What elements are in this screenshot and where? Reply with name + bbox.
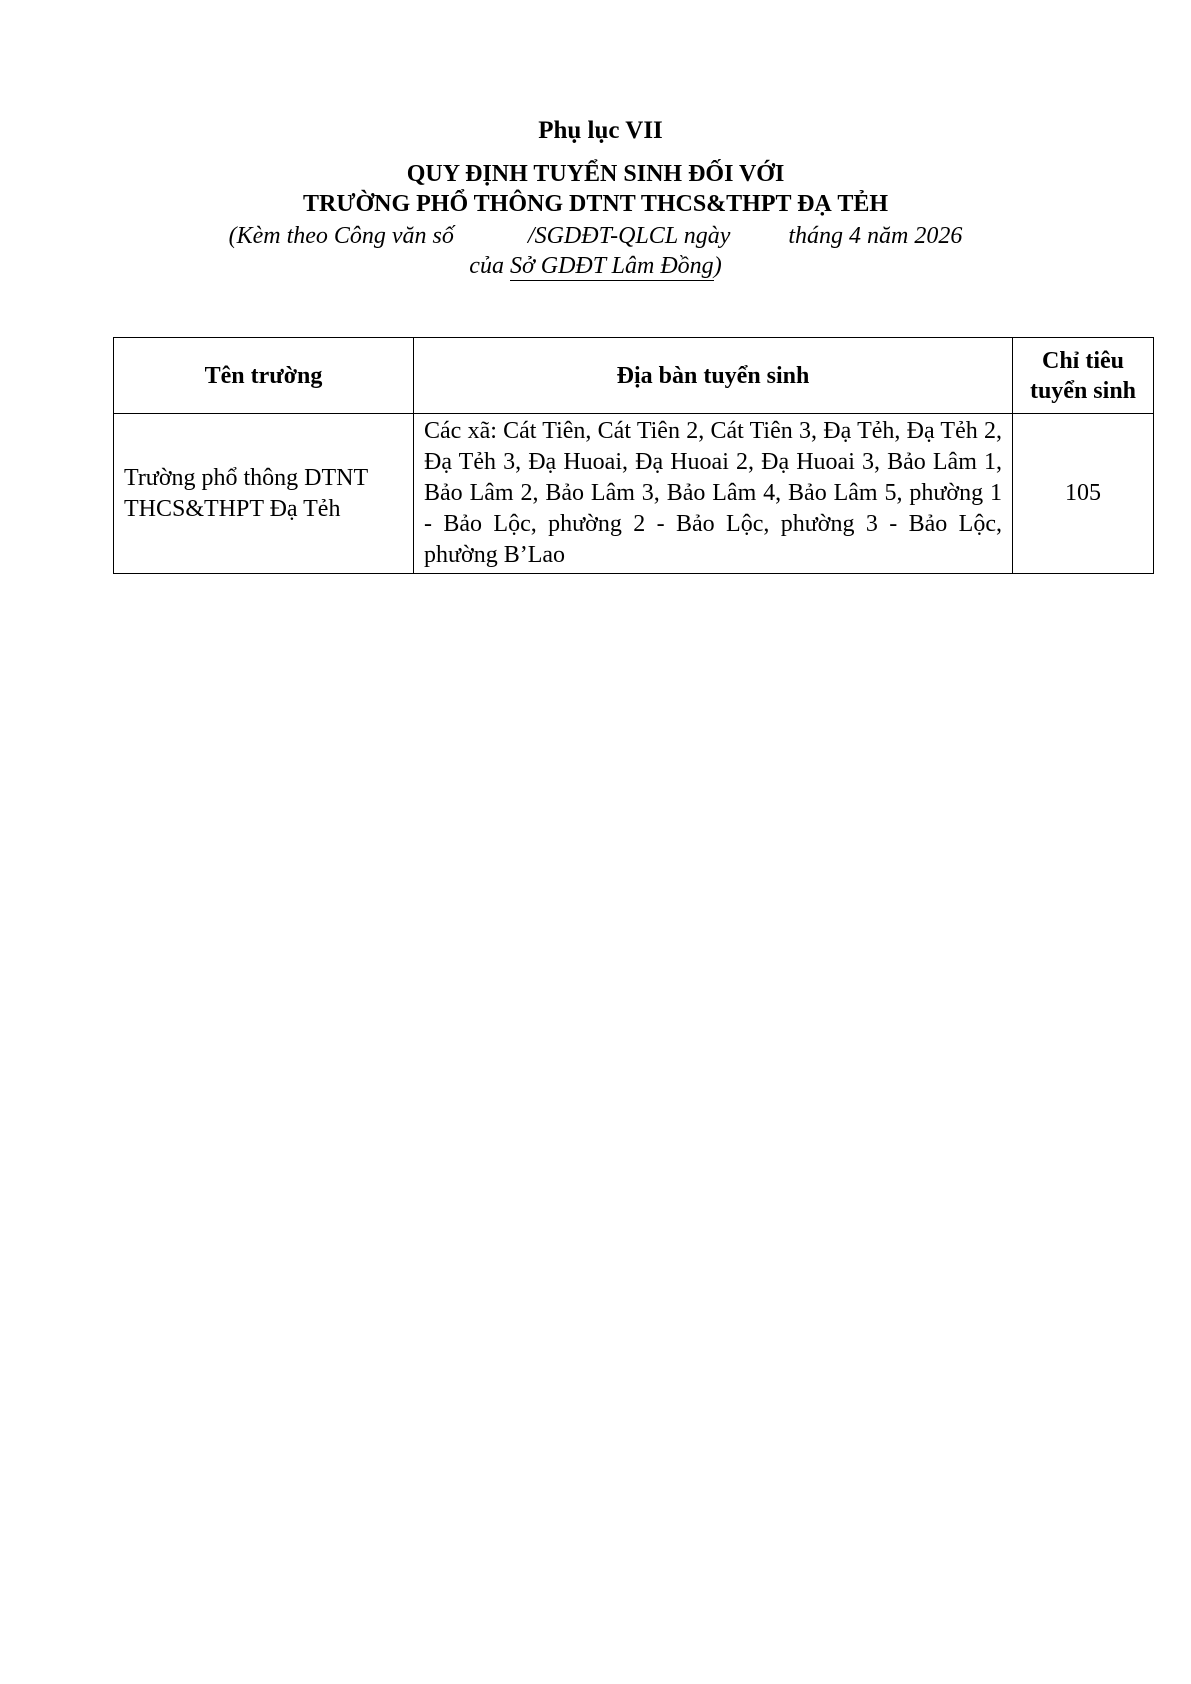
table-header-row [114, 338, 1154, 414]
appendix-title: Phụ lục VII [538, 117, 663, 144]
table-row [114, 414, 1154, 574]
document-subtitle-line-2 [0, 252, 1191, 280]
subtitle-reference-code: /SGDĐT-QLCL ngày [527, 223, 731, 249]
subtitle-reference-date: tháng 4 năm 2026 [788, 223, 963, 249]
subtitle-issuer-suffix: ) [713, 253, 722, 279]
subtitle-issuer-department: Sở GDĐT Lâm Đồng [509, 253, 714, 279]
cell-admission-area: Các xã: Cát Tiên, Cát Tiên 2, Cát Tiên 3, Đạ Tẻh, Đạ Tẻh 2, Đạ Tẻh 3, Đạ Huoai, Đạ Huoai 2, Đạ Huoai 3, Bảo Lâm 1, Bảo Lâm 2, Bảo Lâm 3, Bảo Lâm 4, Bảo Lâm 5, phường 1 - Bảo Lộc, phường 2 - Bảo Lộc, phường 3 - Bảo Lộc, phường B’Lao [414, 414, 1013, 574]
admission-quota-table [113, 337, 1154, 574]
header-school-name: Tên trường [114, 338, 414, 414]
document-subtitle-line-1 [0, 222, 1191, 250]
cell-quota: 105 [1013, 414, 1154, 574]
subtitle-reference-prefix: (Kèm theo Công văn số [228, 223, 454, 249]
document-title-line-2: TRƯỜNG PHỔ THÔNG DTNT THCS&THPT ĐẠ TẺH [303, 191, 888, 217]
header-quota-line-2: tuyển sinh [1029, 377, 1137, 404]
document-title-line-1: QUY ĐỊNH TUYỂN SINH ĐỐI VỚI [406, 161, 785, 187]
header-quota-line-1: Chỉ tiêu [1041, 347, 1124, 374]
header-quota [1013, 338, 1154, 414]
subtitle-issuer-prefix: của [469, 253, 510, 279]
header-admission-area: Địa bàn tuyển sinh [414, 338, 1013, 414]
cell-school-name: Trường phổ thông DTNT THCS&THPT Đạ Tẻh [114, 414, 414, 574]
